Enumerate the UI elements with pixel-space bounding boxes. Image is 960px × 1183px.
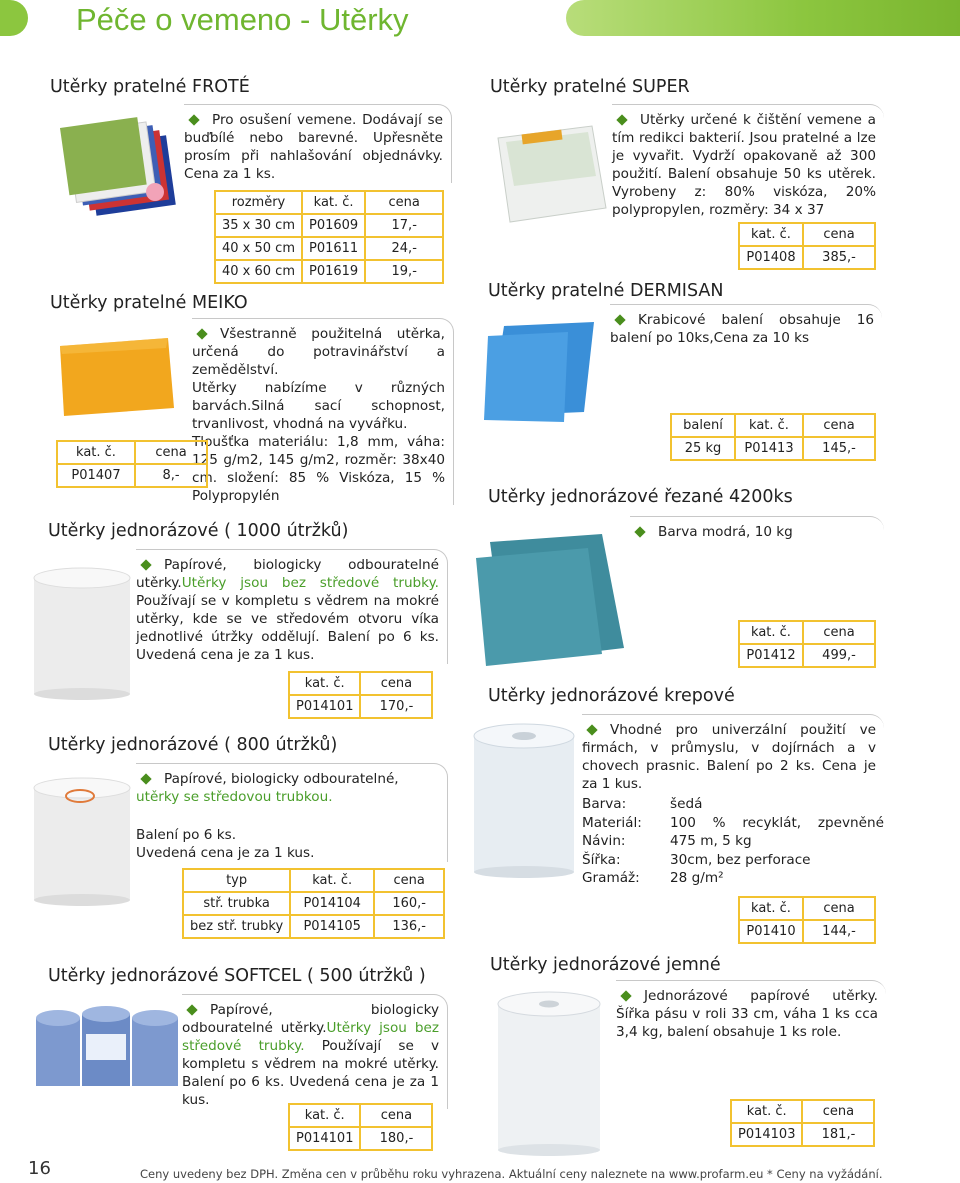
super-price-table [738, 222, 876, 270]
jemne-desc-text: Jednorázové papírové utěrky. Šířka pásu v roli 33 cm, váha 1 ks cca 3,4 kg, balení obsahuje 1 ks role. [616, 988, 878, 1040]
bullet-icon [620, 990, 631, 1001]
table-cell: 181,- [802, 1123, 874, 1146]
spec-row [582, 795, 884, 814]
table-row [215, 214, 443, 237]
spec-value: 28 g/m² [670, 870, 724, 886]
softcel-desc-green: Utěrky jsou bez středové trubky. [182, 1020, 439, 1054]
table-cell: 8,- [135, 464, 207, 487]
table-header: kat. č. [290, 869, 374, 892]
spec-value: 30cm, bez perforace [670, 851, 811, 868]
softcel-desc-a: Papírové, biologicky odbouratelné utěrky. [182, 1002, 439, 1036]
table-cell: stř. trubka [183, 892, 290, 915]
meiko-desc1: Všestranně použitelná utěrka, určená do potravinářství a zemědělství. [192, 326, 445, 378]
table-cell: 17,- [365, 214, 443, 237]
j800-desc-a: Papírové, biologicky odbouratelné, [164, 771, 399, 787]
table-header: cena [803, 414, 875, 437]
table-header: kat. č. [289, 1104, 360, 1127]
super-description [612, 104, 884, 219]
table-row [183, 915, 444, 938]
meiko-price-table [56, 440, 208, 488]
table-cell: 19,- [365, 260, 443, 283]
bullet-icon [614, 314, 625, 325]
table-row [289, 695, 432, 718]
spec-row [582, 869, 884, 888]
softcel-pack-image [30, 1000, 186, 1094]
j800-title: Utěrky jednorázové ( 800 útržků) [48, 735, 338, 755]
table-header: kat. č. [289, 672, 360, 695]
table-row [739, 246, 875, 269]
frote-price-table [214, 190, 444, 284]
footer-note: Ceny uvedeny bez DPH. Změna cen v průběhu roku vyhrazena. Aktuální ceny naleznete na www.profarm.eu * Ceny na vyžádání. [140, 1167, 883, 1181]
table-cell: P01609 [302, 214, 365, 237]
table-row [215, 260, 443, 283]
dermisan-price-table [670, 413, 876, 461]
spec-row [582, 851, 884, 870]
meiko-title: Utěrky pratelné MEIKO [50, 293, 248, 313]
j800-desc-green: utěrky se středovou trubkou. [136, 789, 333, 805]
jemne-description [616, 980, 886, 1041]
frote-towels-image [60, 112, 178, 222]
bullet-icon [586, 724, 597, 735]
dermisan-desc-text: Krabicové balení obsahuje 16 balení po 10ks,Cena za 10 ks [610, 312, 874, 346]
table-header: kat. č. [739, 621, 803, 644]
j1000-desc-a: Papírové, biologicky odbouratelné utěrky. [136, 557, 439, 591]
table-header: cena [360, 672, 432, 695]
table-cell: P01410 [739, 920, 803, 943]
krepove-desc-text: Vhodné pro univerzální použití ve firmách, v průmyslu, v dojírnách a v chovech prasnic. Balení po 2 ks. Cena je za 1 kus. [582, 722, 876, 792]
jemne-title: Utěrky jednorázové jemné [490, 955, 721, 975]
table-row [57, 464, 207, 487]
table-header: cena [803, 223, 875, 246]
super-pack-image [492, 118, 612, 228]
rezane-price-table [738, 620, 876, 668]
table-row [183, 892, 444, 915]
spec-key: Barva: [582, 796, 627, 812]
table-cell: 144,- [803, 920, 875, 943]
meiko-desc2: Utěrky nabízíme v různých barvách.Silná sací schopnost, trvanlivost, vhodná na vyvářku. [192, 380, 445, 432]
dermisan-title: Utěrky pratelné DERMISAN [488, 281, 724, 301]
table-header: kat. č. [739, 223, 803, 246]
table-row [671, 437, 875, 460]
table-cell: 40 x 60 cm [215, 260, 302, 283]
krepove-spec-list [582, 795, 884, 888]
table-header: kat. č. [739, 897, 803, 920]
dermisan-description [610, 304, 882, 347]
table-cell: P01408 [739, 246, 803, 269]
rezane-desc-text: Barva modrá, 10 kg [658, 524, 793, 540]
table-row [215, 237, 443, 260]
table-cell: P01611 [302, 237, 365, 260]
j800-roll-image [30, 776, 134, 906]
softcel-title: Utěrky jednorázové SOFTCEL ( 500 útržků ) [48, 966, 426, 986]
table-row [289, 1127, 432, 1150]
jemne-roll-image [494, 990, 604, 1158]
super-title: Utěrky pratelné SUPER [490, 77, 690, 97]
j800-desc-b2: Uvedená cena je za 1 kus. [136, 845, 315, 861]
meiko-cloth-image [50, 328, 180, 418]
table-row [739, 644, 875, 667]
j1000-price-table [288, 671, 433, 719]
j800-desc-b1: Balení po 6 ks. [136, 827, 237, 843]
page-number: 16 [28, 1158, 51, 1179]
table-header: kat. č. [735, 414, 803, 437]
bullet-icon [196, 328, 207, 339]
jemne-price-table [730, 1099, 875, 1147]
frote-desc-text: Pro osušení vemene. Dodávají se buďbílé nebo barevné. Upřesněte prosím při nahlašování objednávky. Cena za 1 ks. [184, 112, 443, 182]
table-cell: P014105 [290, 915, 374, 938]
bullet-icon [140, 559, 151, 570]
table-header: rozměry [215, 191, 302, 214]
j1000-desc-green: Utěrky jsou bez středové trubky. [181, 575, 439, 591]
table-header: kat. č. [302, 191, 365, 214]
rezane-stack-image [470, 528, 628, 668]
super-desc-text: Utěrky určené k čištění vemene a tím redikci bakterií. Jsou pratelné a lze je vyvařit. Vydrží opakovaně až 300 použití. Balení obsahuje 50 ks utěrek. Vyrobeny z: 80% viskóza, 20% polypropylen, rozměry: 34 x 37 [612, 112, 876, 218]
krepove-description [582, 714, 884, 793]
table-header: cena [802, 1100, 874, 1123]
page-title: Péče o vemeno - Utěrky [76, 2, 409, 37]
table-cell: P01619 [302, 260, 365, 283]
j800-description [136, 763, 448, 862]
table-cell: bez stř. trubky [183, 915, 290, 938]
j800-price-table [182, 868, 445, 939]
dermisan-cloth-image [484, 316, 604, 426]
table-row [739, 920, 875, 943]
table-cell: 170,- [360, 695, 432, 718]
spec-key: Návin: [582, 833, 626, 849]
table-cell: 136,- [374, 915, 444, 938]
table-cell: 499,- [803, 644, 875, 667]
table-cell: 25 kg [671, 437, 735, 460]
table-cell: 24,- [365, 237, 443, 260]
softcel-desc-b: Používají se v kompletu s vědrem na mokré utěrky. Balení po 6 ks. Uvedená cena je za 1 kus. [182, 1038, 440, 1108]
spec-value: 100 % recyklát, zpevněné [670, 814, 884, 831]
spec-key: Gramáž: [582, 870, 640, 886]
softcel-price-table [288, 1103, 433, 1151]
bullet-icon [140, 773, 151, 784]
spec-row [582, 832, 884, 851]
table-header: cena [135, 441, 207, 464]
table-cell: P014101 [289, 1127, 360, 1150]
softcel-description [182, 994, 448, 1109]
j1000-roll-image [30, 564, 134, 700]
j1000-desc-b: Používají se v kompletu s vědrem na mokré utěrky, kde se ve středovém otvoru víka jednotlivé útržky oddělují. Balení po 6 ks. Uvedená cena je za 1 kus. [136, 593, 439, 663]
frote-description [184, 104, 452, 183]
table-cell: P01413 [735, 437, 803, 460]
rezane-title: Utěrky jednorázové řezané 4200ks [488, 487, 793, 507]
table-row [731, 1123, 874, 1146]
meiko-desc3: Tloušťka materiálu: 1,8 mm, váha: 125 g/m2, 145 g/m2, rozměr: 38x40 cm. složení: 85 % Viskóza, 15 % Polypropylén [192, 434, 445, 504]
header-right-bar [566, 0, 960, 36]
spec-key: Materiál: [582, 814, 642, 831]
krepove-title: Utěrky jednorázové krepové [488, 686, 735, 706]
table-header: cena [365, 191, 443, 214]
table-header: cena [803, 897, 875, 920]
table-header: balení [671, 414, 735, 437]
spec-value: šedá [670, 796, 703, 812]
krepove-price-table [738, 896, 876, 944]
table-header: kat. č. [57, 441, 135, 464]
rezane-description [630, 516, 884, 541]
table-cell: 145,- [803, 437, 875, 460]
header-left-bar [0, 0, 28, 36]
spec-key: Šířka: [582, 851, 621, 868]
table-cell: 35 x 30 cm [215, 214, 302, 237]
spec-value: 475 m, 5 kg [670, 833, 752, 849]
table-cell: P014104 [290, 892, 374, 915]
table-header: kat. č. [731, 1100, 802, 1123]
table-header: typ [183, 869, 290, 892]
table-header: cena [360, 1104, 432, 1127]
table-cell: 180,- [360, 1127, 432, 1150]
table-cell: P014101 [289, 695, 360, 718]
bullet-icon [616, 114, 627, 125]
table-cell: 385,- [803, 246, 875, 269]
table-cell: P014103 [731, 1123, 802, 1146]
j1000-description [136, 549, 448, 664]
table-header: cena [374, 869, 444, 892]
bullet-icon [634, 526, 645, 537]
table-cell: 40 x 50 cm [215, 237, 302, 260]
frote-title: Utěrky pratelné FROTÉ [50, 77, 250, 97]
table-cell: 160,- [374, 892, 444, 915]
meiko-description [192, 318, 454, 505]
bullet-icon [188, 114, 199, 125]
j1000-title: Utěrky jednorázové ( 1000 útržků) [48, 521, 349, 541]
bullet-icon [186, 1004, 197, 1015]
spec-row [582, 814, 884, 833]
table-cell: P01407 [57, 464, 135, 487]
krepove-roll-image [470, 722, 578, 882]
table-cell: P01412 [739, 644, 803, 667]
table-header: cena [803, 621, 875, 644]
